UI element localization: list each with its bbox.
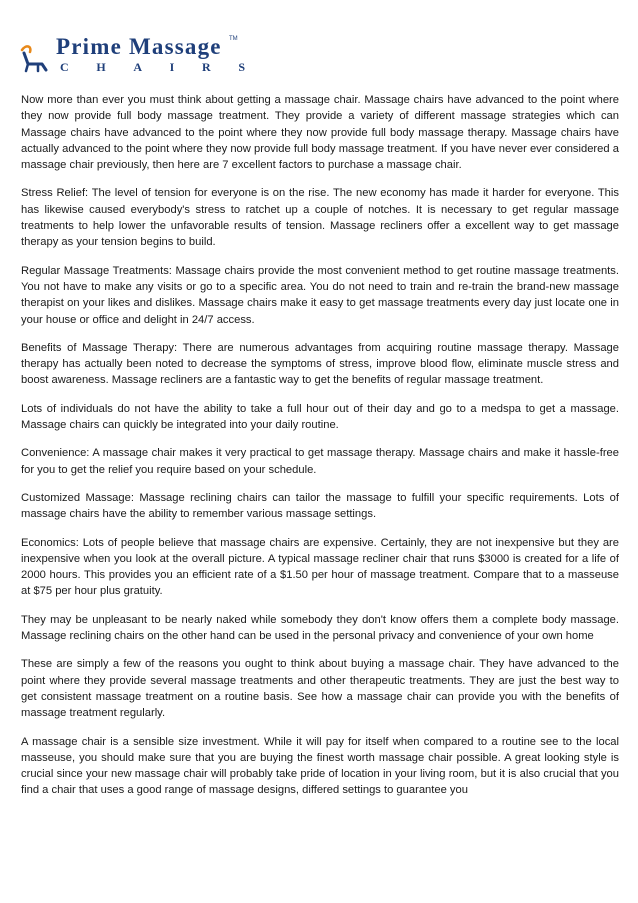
paragraph-convenience: Convenience: A massage chair makes it very practical to get massage therapy. Massage chairs and make it hassle-free for you to get the relief you require based on your schedule. [21, 447, 619, 476]
logo-letter: I [169, 60, 175, 74]
logo-letter: H [96, 60, 106, 74]
logo-subtitle [60, 60, 245, 74]
paragraph-customized: Customized Massage: Massage reclining chairs can tailor the massage to fulfill your specific requirements. Lots of massage chairs have the ability to remember various massage settings. [21, 491, 619, 521]
paragraph-benefits: Benefits of Massage Therapy: There are numerous advantages from acquiring routine massage therapy. Massage therapy has actually been noted to decrease the symptoms of stress, improve blood flow, eliminate muscle stress and boost awareness. Massage recliners are a fantastic way to get the benefits of regular massage treatment. [21, 341, 619, 387]
massage-chair-icon [16, 40, 52, 76]
paragraph-economics: Economics: Lots of people believe that massage chairs are expensive. Certainly, they are not inexpensive but they are inexpensive when you look at the overall picture. A typical massage recliner chair that runs $3000 is created for a life of 2000 hours. This provides you an efficient rate of a $1.50 per hour of massage treatment. Compare that to a masseuse at $75 per hour plus gratuity. [21, 536, 619, 598]
logo-letter: A [133, 60, 142, 74]
paragraph-intro: Now more than ever you must think about getting a massage chair. Massage chairs have advanced to the point where they now provide full body massage treatment. They provide a variety of different massage strategies which can Massage chairs have advanced to the point where they now provide full body massage therapy. Massage chairs have actually advanced to the point where they now provide full body massage treatment. If you have never ever considered a massage chair previously, then here are 7 excellent factors to purchase a massage chair. [21, 94, 619, 172]
logo-trademark: TM [229, 36, 238, 42]
paragraph-regular-treatments: Regular Massage Treatments: Massage chairs provide the most convenient method to get routine massage treatments. You not have to make any visits or go to a specific area. You do not need to train and re-train the brand-new massage therapist on your likes and dislikes. Massage chairs make it easy to get massage treatments every day just locate one in your house or office and delight in 24/7 access. [21, 264, 619, 326]
paragraph-privacy: They may be unpleasant to be nearly naked while somebody they don't know offers them a complete body massage. Massage reclining chairs on the other hand can be used in the personal privacy and convenience of your own home [21, 613, 619, 643]
brand-logo [16, 34, 246, 78]
logo-letter: C [60, 60, 69, 74]
article-body [21, 92, 619, 811]
paragraph-investment: A massage chair is a sensible size investment. While it will pay for itself when compared to a routine see to the local masseuse, you should make sure that you are buying the finest worth massage chair possible. A great looking style is crucial since your new massage chair will probably take pride of location in your living room, but it is also crucial that you find a chair that uses a good range of massage designs, differed settings to guarantee you [21, 735, 619, 797]
logo-letter: S [238, 60, 245, 74]
paragraph-reasons: These are simply a few of the reasons you ought to think about buying a massage chair. They have advanced to the point where they provide several massage treatments and other therapeutic treatments. They are just the best way to get consistent massage treatment on a routine basis. See how a massage chair can provide you with the benefits of massage treatment regularly. [21, 658, 619, 720]
paragraph-stress-relief: Stress Relief: The level of tension for everyone is on the rise. The new economy has made it harder for everyone. This has likewise caused everybody's stress to ratchet up a couple of notches. It is necessary to get regular massage treatments to help lower the unfavorable results of tension. Massage recliners offer a excellent way to get massage therapy as your tension begins to build. [21, 187, 619, 249]
logo-title: Prime Massage [56, 34, 222, 59]
logo-letter: R [201, 60, 211, 74]
paragraph-daily-routine: Lots of individuals do not have the ability to take a full hour out of their day and go to a medspa to get a massage. Massage chairs can quickly be integrated into your daily routine. [21, 402, 619, 432]
